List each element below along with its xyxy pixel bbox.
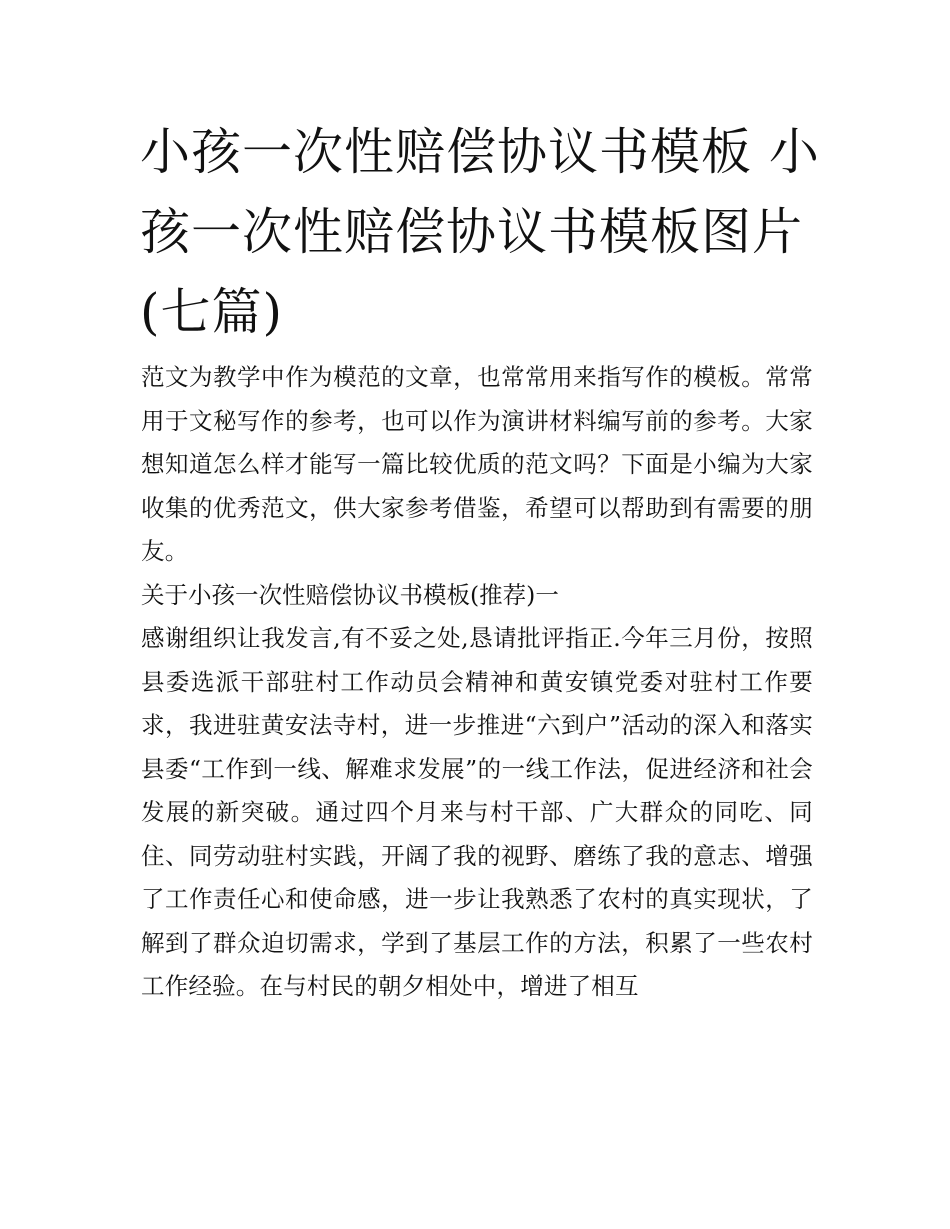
document-body <box>141 356 813 1009</box>
document-title: 小孩一次性赔偿协议书模板 小孩一次性赔偿协议书模板图片(七篇) <box>140 123 820 341</box>
intro-paragraph: 范文为教学中作为模范的文章，也常常用来指写作的模板。常常用于文秘写作的参考，也可以作为演讲材料编写前的参考。大家想知道怎么样才能写一篇比较优质的范文吗？下面是小编为大家收集的优秀范文，供大家参考借鉴，希望可以帮助到有需要的朋友。 <box>141 363 813 565</box>
body-paragraph: 感谢组织让我发言,有不妥之处,恳请批评指正.今年三月份，按照县委选派干部驻村工作动员会精神和黄安镇党委对驻村工作要求，我进驻黄安法寺村，进一步推进“六到户”活动的深入和落实县委“工作到一线、解难求发展”的一线工作法，促进经济和社会发展的新突破。通过四个月来与村干部、广大群众的同吃、同住、同劳动驻村实践，开阔了我的视野、磨练了我的意志、增强了工作责任心和使命感，进一步让我熟悉了农村的真实现状，了解到了群众迫切需求，学到了基层工作的方法，积累了一些农村工作经验。在与村民的朝夕相处中，增进了相互 <box>141 624 813 1000</box>
section-heading: 关于小孩一次性赔偿协议书模板(推荐)一 <box>141 580 559 609</box>
